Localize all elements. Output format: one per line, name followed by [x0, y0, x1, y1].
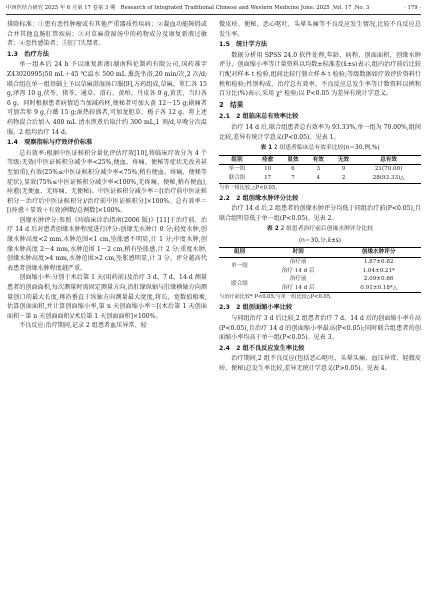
adverse-result-paragraph: 治疗期间,2 组不良反应(包括恶心呕吐、头晕头痛、血压异常、轻微皮疹、便秘)总发生率比较,差异无统计学意义(P>0.05)。见表 4。	[219, 355, 421, 372]
table-row	[219, 165, 421, 174]
table-1-title: 2 组患者临床总有效率比较(n＝30,例,%)	[274, 145, 380, 152]
table-cell: 单一组	[228, 166, 246, 173]
table-cell: 1.87±0.82	[363, 259, 394, 266]
left-column	[7, 20, 207, 331]
efficacy-rate-paragraph: 总有效率:根据中医证候积分量化评估疗效[10],将临床疗效分为 4 个等级:无效(中医证候积分减少率<25%,便血、疼痛、便秘等症状无改善甚至加重),有效(25%≤中医证候积分减少率<75%,稍有便血、疼痛、便秘等症状),显效(75%≤中医证候积分减少率<100%,无疼痛、便秘,稍有便血),痊愈(无便血、无疼痛、无便秘)。中医证候积分减少率＝[(治疗前中医证候积分－治疗后中医证候积分)/治疗前中医证候积分]×100%。总有效率＝[(痊愈＋显效＋有效)例数/总例数]×100%。	[7, 149, 207, 215]
table-1	[219, 155, 421, 184]
section-heading-1-4: 1.4 观察指标与疗效评价标准	[7, 139, 93, 147]
table-2-header: 组别	[233, 249, 246, 256]
table-2-subcaption: (n＝30,分,x̄±s)	[298, 237, 342, 244]
table-2-header: 时间	[292, 249, 304, 256]
table-cell: 治疗前	[289, 259, 307, 266]
section-heading-2: 2 结果	[219, 100, 244, 109]
statistics-paragraph: 数据分析用 SPSS 24.0 软件处理,年龄、病程、创面面积、创缘水肿评分、创面缩小率等计量资料以均数±标准差(x̄±s)表示,组内治疗前后比较行配对样本 t 检验,组间比较行独立样本 t 检验;等级数据如疗效评价资料行秩和检验;性别构成、治疗总有效率、不良反应总发生率等计数资料以例和百分比(%)表示,采用 χ² 检验;以 P<0.05 为差异有统计学意义。	[219, 51, 421, 98]
wound-reduction-paragraph: 创面缩小率:分别于术后第 1 天(用药前)及治疗 3 d、7 d、14 d 测量患者的创面面积,每次测量时需固定测量方向,沿肛缘纵轴与肛缘横轴方向测量创口的最大长度,再沿垂直于纵轴方向测量最大宽度,将长、宽数值相乘,估算创面面积,并计算创面缩小率,第 n 天创面缩小率＝[(术后第 1 天创面面积－第 n 天创面面积)/术后第 1 天创面面积]×100%。	[7, 274, 207, 320]
table-cell: 2.09±0.86	[363, 276, 394, 283]
table-1-note: 与单一组比较,△P<0.05。	[219, 184, 281, 191]
exclusion-criteria-paragraph: 排除标准：①患有恶性肿瘤或有其他严重器质性疾病；②凝血功能障碍或合并其他直肠肛管疾病；③对草麻澄湿汤中的药物成分及康复新液过敏者；④恶性感染者；⑤肛门失禁者。	[7, 21, 207, 48]
table-cell: 21(70.00)	[374, 166, 403, 173]
table-1-header: 无效	[337, 156, 350, 163]
table-cell: 6	[291, 166, 295, 173]
table-1-header: 组别	[231, 156, 243, 163]
table-cell: 17	[264, 174, 272, 181]
table-cell: 1.04±0.21*	[362, 267, 395, 274]
table-1-header: 总有效	[380, 156, 397, 163]
table-2	[219, 247, 421, 293]
table-row	[219, 258, 421, 267]
right-column	[219, 20, 421, 374]
table-cell: 9	[341, 166, 346, 173]
section-heading-2-2: 2.2 2 组创缘水肿评分比较	[219, 194, 299, 202]
table-cell: 治疗前	[289, 276, 307, 283]
running-header	[6, 3, 421, 15]
journal-citation: 中西医结合研究 2025 年 6 月第 17 卷第 3 期 Research of Integrated Traditional Chinese and Western Medicine June. 2025 ,Vol. 17 ,No. 3	[6, 5, 370, 11]
adverse-reaction-paragraph: 不良反应:治疗期间,记录 2 组患者血压异常、轻	[19, 322, 147, 330]
table-2-title: 2 组患者治疗前后创缘水肿评分比较	[280, 226, 374, 233]
table-2-caption	[219, 225, 421, 235]
table-cell: 治疗 14 d 后	[260, 284, 336, 293]
efficacy-result-paragraph: 治疗 14 d 后,联合组患者总有效率为 93.33%,单一组为 70.00%,组间比较,差异有统计学意义(P<0.05)。见表 1。	[219, 123, 421, 141]
section-heading-2-3: 2.3 2 组创面缩小率比较	[219, 304, 293, 312]
section-heading-1-3: 1.3 治疗方法	[7, 50, 49, 58]
treatment-method-paragraph: 单一组本后 24 h 予以康复新液(湖南科伦制药有限公司,国药准字 Z43020995)50 mL＋45 ℃温水 500 mL 熏洗坐浴,20 min/次,2 次/d;联合组在单一组基础上予以草麻澄湿汤口服[9],方药组成,草麻、萆仁各 15 g,泽泻 10 g,茯苓、猪苓、通草、滑石、黄柏、丹皮各 9 g,黄芪、当归各 6 g。同时根据患者病情适当加减药材,便秘者可加大黄 12～15 g;剧痛者可加苦参 9 g,白薇 15 g;湿热较盛者,可加龙胆草、栀子各 12 g。将上述药物混合后加入 400 mL 清水煎煮后取汁约 300 mL,1 剂/d,早晚分次温服。2 组均治疗 14 d。	[7, 61, 207, 136]
table-2-label: 表 2	[266, 226, 279, 233]
table-2-header-row	[219, 248, 421, 258]
table-cell: 治疗 14 d 后	[281, 267, 315, 274]
wound-reduction-result-paragraph: 与同组治疗 3 d 后比较,2 组患者治疗 7 d、14 d 后的创面缩小率升高(P<0.05),且治疗 14 d 的创面缩小率最高(P<0.05);同时联合组患者的创面缩小率均高于单一组(P<0.05)。见表 3。	[219, 315, 421, 342]
table-group-cell: 联合组	[231, 280, 248, 287]
table-cell: 2	[341, 174, 346, 181]
table-2-header: 创缘水肿评分	[361, 249, 396, 256]
table-1-header: 有效	[312, 156, 324, 163]
table-cell: 28(93.33)△	[372, 174, 405, 181]
section-heading-2-1: 2.1 2 组临床总有效率比较	[219, 113, 299, 121]
table-cell: 7	[291, 174, 295, 181]
section-heading-2-4: 2.4 2 组不良反应发生率比较	[219, 344, 305, 352]
page-number: · 179 ·	[404, 5, 421, 11]
table-2-note: 与治疗前比较* P<0.05;与单一组比较△P<0.05。	[219, 294, 336, 301]
edema-result-paragraph: 治疗 14 d 后,2 组患者的创缘水肿评分均低于同组治疗前(P<0.05),且联合组明显低于单一组(P<0.05)。见表 2。	[219, 205, 421, 222]
adverse-continuation-paragraph: 微皮疹、便秘、恶心呕吐、头晕头痛等不良反应发生情况,比较不良反应总发生率。	[219, 21, 421, 38]
edema-score-paragraph: 创缘水肿评分:参照《痔临床诊治指南(2006 版)》[11]于治疗前、治疗 14 d 后对患者创缘水肿程度进行评分:创缘无水肿计 0 分;轻度水肿,创缘水肿高度<2 mm,水肿范围<1 cm,坠胀感不明显,计 1 分;中度水肿,创缘水肿高度 2～4 mm,水肿范围 1～2 cm,稍有坠胀感,计 2 分;重度水肿,创缘水肿高度>4 mm,水肿范围>2 cm,坠胀感明显,计 3 分。评分越高代表患者创缘水肿程度越严重。	[7, 216, 207, 272]
table-cell: 10	[264, 166, 272, 173]
table-group-cell: 单一组	[231, 263, 248, 270]
table-cell: 联合组	[228, 174, 246, 181]
table-cell: 4	[316, 174, 321, 181]
table-1-caption	[219, 144, 421, 154]
table-cell: 3	[316, 166, 321, 173]
section-heading-1-5: 1.5 统计学方法	[219, 41, 268, 49]
table-1-header-row	[219, 155, 421, 165]
table-1-header: 痊愈	[262, 156, 274, 163]
table-1-header: 显效	[287, 156, 299, 163]
table-1-label: 表 1	[260, 145, 273, 152]
table-row	[219, 174, 421, 183]
table-cell: 0.91±0.18*△	[336, 284, 421, 293]
table-row	[219, 275, 421, 284]
